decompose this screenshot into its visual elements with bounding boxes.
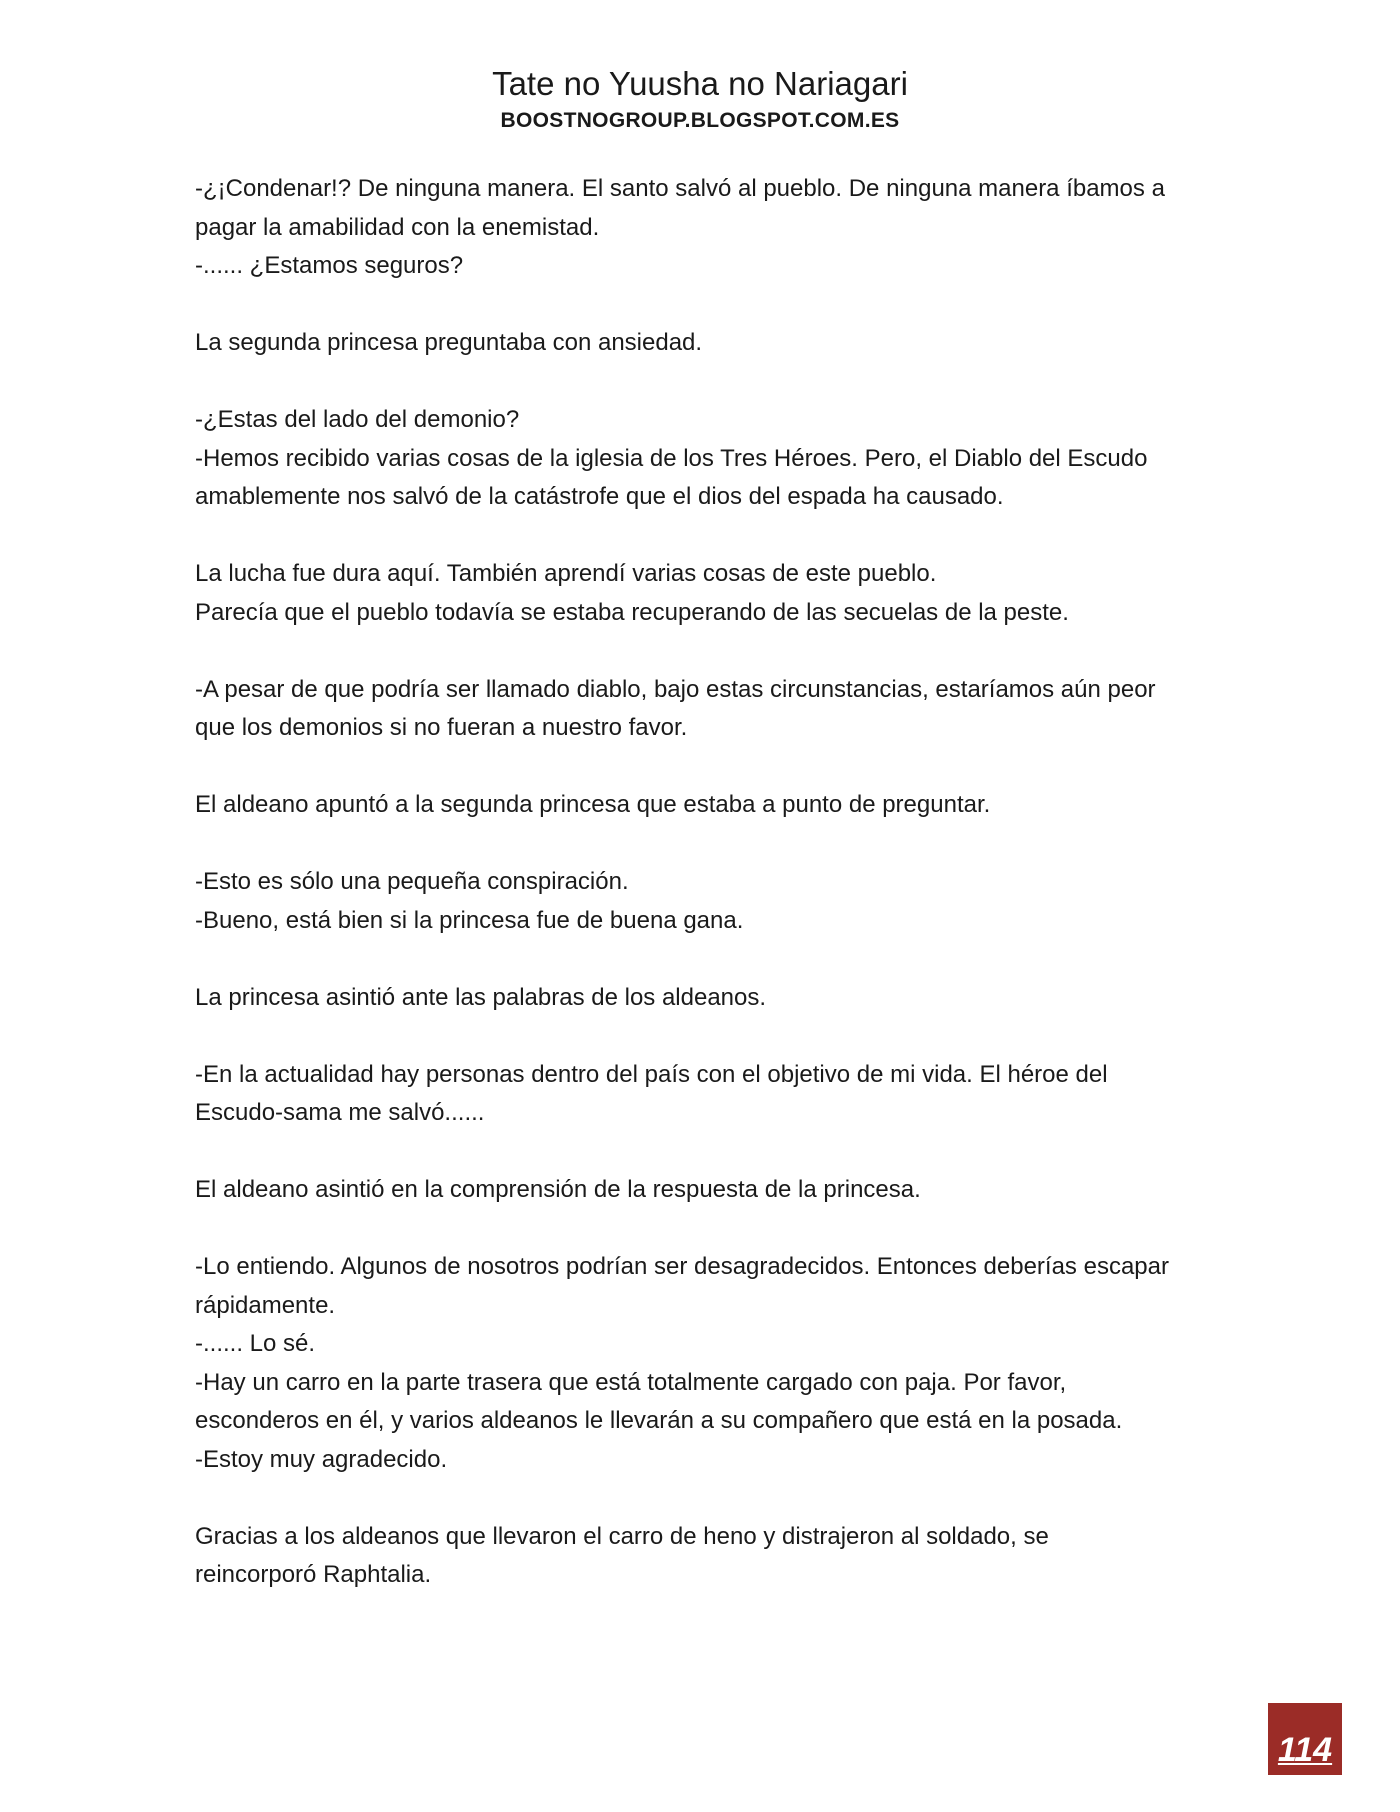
text-line: -Bueno, está bien si la princesa fue de buena gana. <box>195 906 744 934</box>
paragraph <box>195 401 1225 517</box>
document-title: Tate no Yuusha no Nariagari <box>492 65 908 102</box>
text-line: -A pesar de que podría ser llamado diablo, bajo estas circunstancias, estaríamos aún peor <box>195 675 1156 703</box>
text-line: -¿Estas del lado del demonio? <box>195 406 520 433</box>
paragraph <box>195 1056 1225 1133</box>
paragraph <box>195 863 1225 940</box>
text-line: La lucha fue dura aquí. También aprendí varias cosas de este pueblo. <box>195 560 937 587</box>
text-line: Escudo-sama me salvó...... <box>195 1099 485 1126</box>
text-line: El aldeano apuntó a la segunda princesa que estaba a punto de preguntar. <box>195 791 991 818</box>
document-body <box>195 170 1225 1633</box>
text-line: La princesa asintió ante las palabras de los aldeanos. <box>195 983 767 1011</box>
text-line: -Lo entiendo. Algunos de nosotros podrían ser desagradecidos. Entonces deberías escapar <box>195 1253 1169 1280</box>
text-line: -Hemos recibido varias cosas de la iglesia de los Tres Héroes. Pero, el Diablo del Escudo <box>195 444 1148 472</box>
text-line: reincorporó Raphtalia. <box>195 1561 432 1588</box>
text-line: La segunda princesa preguntaba con ansiedad. <box>195 329 703 356</box>
paragraph <box>195 1248 1225 1479</box>
text-line: -Esto es sólo una pequeña conspiración. <box>195 868 629 895</box>
text-line: Gracias a los aldeanos que llevaron el carro de heno y distrajeron al soldado, se <box>195 1522 1049 1550</box>
paragraph <box>195 671 1225 748</box>
text-line: -...... Lo sé. <box>195 1330 316 1357</box>
text-line: -En la actualidad hay personas dentro del país con el objetivo de mi vida. El héroe del <box>195 1060 1108 1088</box>
text-line: -¿¡Condenar!? De ninguna manera. El santo salvó al pueblo. De ninguna manera íbamos a <box>195 175 1165 202</box>
document-subtitle: BOOSTNOGROUP.BLOGSPOT.COM.ES <box>500 109 900 132</box>
text-line: amablemente nos salvó de la catástrofe que el dios del espada ha causado. <box>195 483 1004 510</box>
page-number: 114 <box>1277 1731 1333 1769</box>
text-line: rápidamente. <box>195 1291 336 1319</box>
paragraph <box>195 1518 1225 1595</box>
paragraph <box>195 1171 1225 1210</box>
paragraph <box>195 324 1225 363</box>
text-line: que los demonios si no fueran a nuestro favor. <box>195 714 688 741</box>
paragraph <box>195 170 1225 286</box>
text-line: El aldeano asintió en la comprensión de la respuesta de la princesa. <box>195 1176 921 1203</box>
paragraph <box>195 555 1225 632</box>
text-line: Parecía que el pueblo todavía se estaba recuperando de las secuelas de la peste. <box>195 598 1069 626</box>
paragraph <box>195 786 1225 825</box>
text-line: esconderos en él, y varios aldeanos le llevarán a su compañero que está en la posada. <box>195 1407 1123 1434</box>
page-number-badge <box>1268 1703 1342 1775</box>
text-line: pagar la amabilidad con la enemistad. <box>195 213 600 241</box>
text-line: -Estoy muy agradecido. <box>195 1445 448 1473</box>
paragraph <box>195 979 1225 1018</box>
page-header <box>0 62 1400 136</box>
text-line: -Hay un carro en la parte trasera que está totalmente cargado con paja. Por favor, <box>195 1368 1067 1396</box>
text-line: -...... ¿Estamos seguros? <box>195 252 464 279</box>
